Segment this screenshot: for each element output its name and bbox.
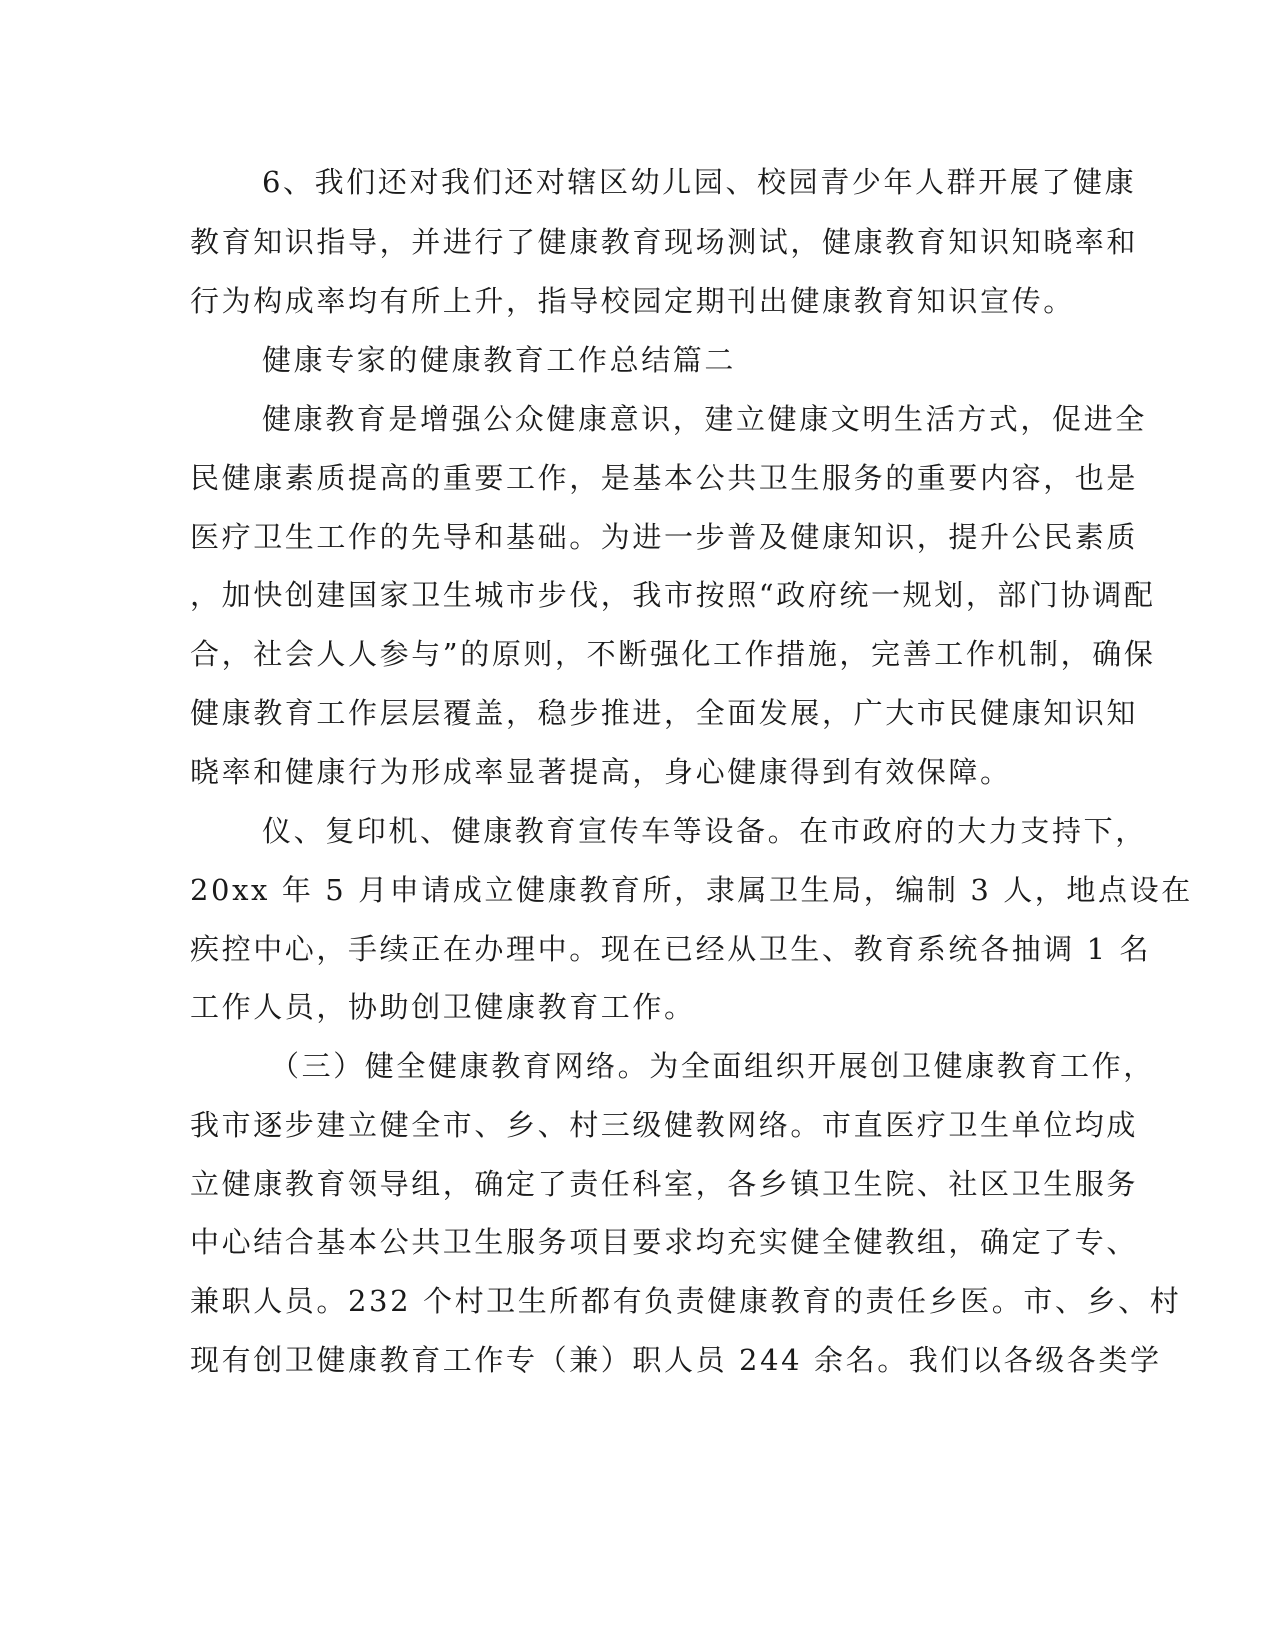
paragraph-6-line-2: 教育知识指导，并进行了健康教育现场测试，健康教育知识知晓率和: [190, 225, 1139, 259]
network-paragraph-line-1: （三）健全健康教育网络。为全面组织开展创卫健康教育工作，: [270, 1049, 1155, 1083]
network-paragraph-line-5: 兼职人员。232 个村卫生所都有负责健康教育的责任乡医。市、乡、村: [190, 1284, 1182, 1318]
network-paragraph-line-4: 中心结合基本公共卫生服务项目要求均充实健全健教组，确定了专、: [190, 1225, 1139, 1259]
network-paragraph-line-2: 我市逐步建立健全市、乡、村三级健教网络。市直医疗卫生单位均成: [190, 1108, 1139, 1142]
paragraph-6-line-3: 行为构成率均有所上升，指导校园定期刊出健康教育知识宣传。: [190, 284, 1075, 318]
paragraph-6-line-1: 6、我们还对我们还对辖区幼儿园、校园青少年人群开展了健康: [262, 165, 1137, 199]
intro-paragraph-line-5: 合，社会人人参与”的原则，不断强化工作措施，完善工作机制，确保: [190, 637, 1156, 671]
equipment-paragraph-line-4: 工作人员，协助创卫健康教育工作。: [190, 990, 696, 1024]
intro-paragraph-line-3: 医疗卫生工作的先导和基础。为进一步普及健康知识，提升公民素质: [190, 520, 1139, 554]
equipment-paragraph-line-3: 疾控中心，手续正在办理中。现在已经从卫生、教育系统各抽调 1 名: [190, 932, 1152, 966]
section-heading: 健康专家的健康教育工作总结篇二: [262, 343, 737, 377]
equipment-paragraph-line-1: 仪、复印机、健康教育宣传车等设备。在市政府的大力支持下，: [262, 814, 1147, 848]
intro-paragraph-line-6: 健康教育工作层层覆盖，稳步推进，全面发展，广大市民健康知识知: [190, 696, 1139, 730]
network-paragraph-line-6: 现有创卫健康教育工作专（兼）职人员 244 余名。我们以各级各类学: [190, 1343, 1162, 1377]
intro-paragraph-line-7: 晓率和健康行为形成率显著提高，身心健康得到有效保障。: [190, 755, 1012, 789]
intro-paragraph-line-2: 民健康素质提高的重要工作，是基本公共卫生服务的重要内容，也是: [190, 461, 1139, 495]
intro-paragraph-line-1: 健康教育是增强公众健康意识，建立健康文明生活方式，促进全: [262, 402, 1147, 436]
intro-paragraph-line-4: ，加快创建国家卫生城市步伐，我市按照“政府统一规划，部门协调配: [190, 578, 1156, 612]
equipment-paragraph-line-2: 20xx 年 5 月申请成立健康教育所，隶属卫生局，编制 3 人，地点设在: [190, 873, 1193, 907]
network-paragraph-line-3: 立健康教育领导组，确定了责任科室，各乡镇卫生院、社区卫生服务: [190, 1167, 1139, 1201]
